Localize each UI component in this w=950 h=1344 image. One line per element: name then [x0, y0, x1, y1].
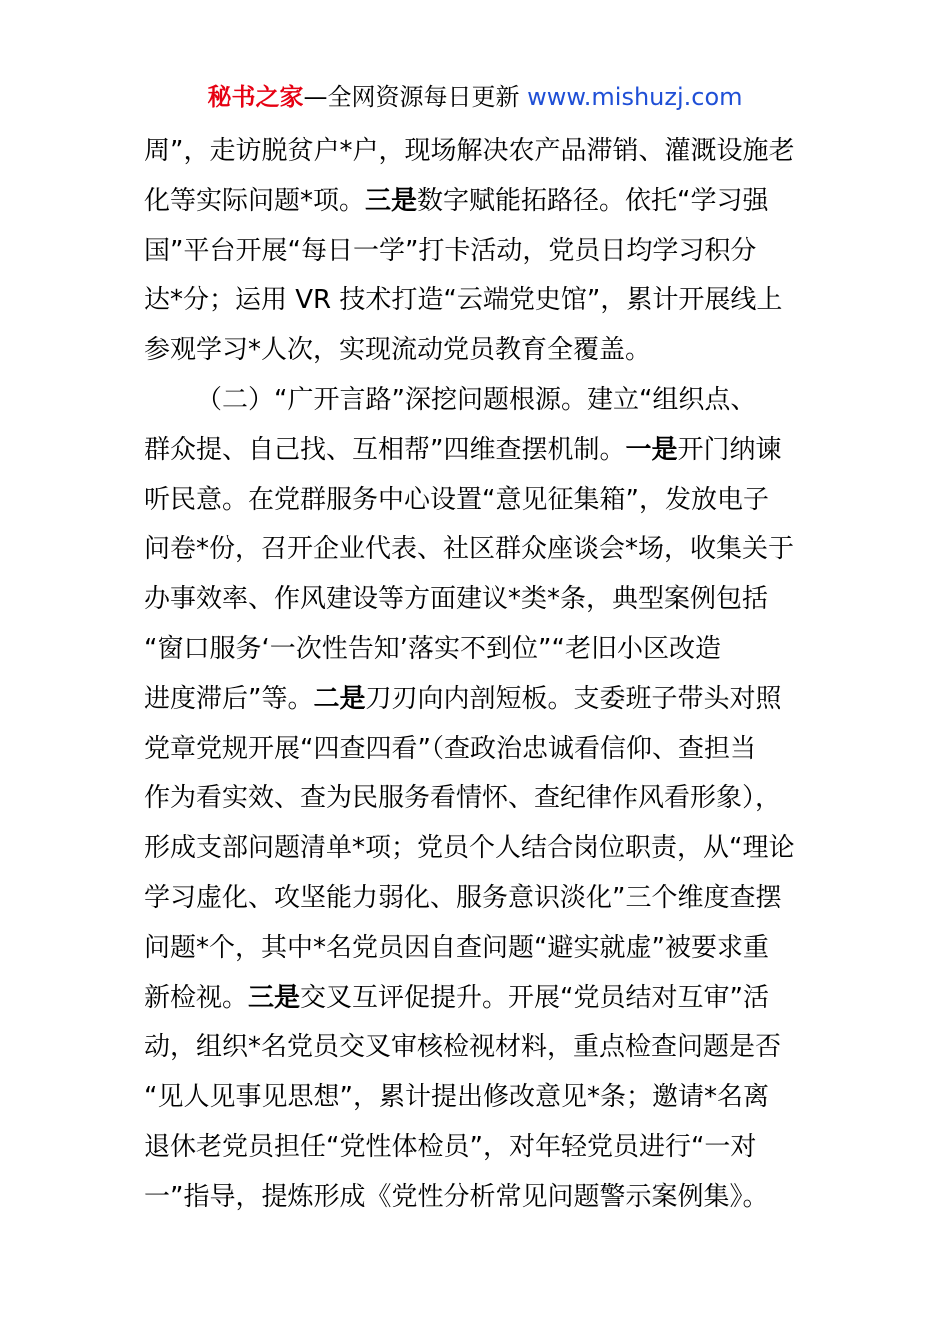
text-segment: （二）“广开言路”深挖问题根源。建立“组织点、 [196, 384, 757, 415]
text-segment: “见人见事见思想”，累计提出修改意见*条；邀请*名离 [144, 1082, 769, 1113]
text-line [144, 1073, 808, 1123]
text-line [144, 924, 808, 974]
text-segment: 刀刃向内剖短板。支委班子带头对照 [365, 683, 782, 714]
text-line [144, 774, 808, 824]
text-line [144, 525, 808, 575]
text-segment: 开门纳谏 [677, 434, 782, 465]
text-segment: 数字赋能拓路径。依托“学习强 [417, 185, 769, 216]
text-segment: 一”指导，提炼形成《党性分析常见问题警示案例集》。 [144, 1181, 769, 1212]
text-line [144, 326, 808, 376]
text-line [144, 575, 808, 625]
text-segment: 问卷*份，召开企业代表、社区群众座谈会*场，收集关于 [144, 534, 795, 565]
text-segment: 办事效率、作风建设等方面建议*类*条，典型案例包括 [144, 584, 769, 615]
text-line [144, 376, 808, 426]
text-line [144, 227, 808, 277]
text-segment: 问题*个，其中*名党员因自查问题“避实就虚”被要求重 [144, 932, 769, 963]
text-segment: 作为看实效、查为民服务看情怀、查纪律作风看形象）， [144, 783, 782, 814]
text-line [144, 1173, 808, 1223]
text-line [144, 874, 808, 924]
text-line [144, 1123, 808, 1173]
text-line [144, 974, 808, 1024]
text-line [144, 725, 808, 775]
text-line [144, 426, 808, 476]
text-line [144, 625, 808, 675]
text-line [144, 276, 808, 326]
text-segment: 参观学习*人次，实现流动党员教育全覆盖。 [144, 335, 652, 366]
text-segment: 进度滞后”等。 [144, 683, 314, 714]
header-tagline: —全网资源每日更新 [303, 83, 528, 111]
text-segment: 群众提、自己找、互相帮”四维查摆机制。 [144, 434, 626, 465]
text-segment: 党章党规开展“四查四看”（查政治忠诚看信仰、查担当 [144, 733, 756, 764]
text-segment: 退休老党员担任“党性体检员”，对年轻党员进行“一对 [144, 1131, 757, 1162]
text-segment: 形成支部问题清单*项；党员个人结合岗位职责，从“理论 [144, 833, 795, 864]
text-line [144, 127, 808, 177]
emphasis-label: 二是 [313, 683, 366, 714]
emphasis-label: 三是 [248, 982, 301, 1013]
emphasis-label: 三是 [365, 185, 418, 216]
text-line [144, 824, 808, 874]
text-line [144, 1023, 808, 1073]
brand-name: 秘书之家 [207, 83, 304, 111]
text-segment: 新检视。 [144, 982, 249, 1013]
text-segment: 动，组织*名党员交叉审核检视材料，重点检查问题是否 [144, 1032, 782, 1063]
site-url-link[interactable]: www.mishuzj.com [527, 83, 743, 111]
text-line [144, 675, 808, 725]
text-line [144, 476, 808, 526]
text-segment: 听民意。在党群服务中心设置“意见征集箱”，发放电子 [144, 484, 769, 515]
text-line [144, 177, 808, 227]
emphasis-label: 一是 [625, 434, 678, 465]
document-body [144, 127, 808, 1223]
site-header [0, 80, 950, 114]
text-segment: 达*分；运用 VR 技术打造“云端党史馆”，累计开展线上 [144, 285, 783, 316]
text-segment: 化等实际问题*项。 [144, 185, 366, 216]
text-segment: 学习虚化、攻坚能力弱化、服务意识淡化”三个维度查摆 [144, 882, 782, 913]
text-segment: 周”，走访脱贫户*户，现场解决农产品滞销、灌溉设施老 [144, 136, 795, 166]
text-segment: “窗口服务‘一次性告知’落实不到位”“老旧小区改造 [144, 633, 721, 664]
text-segment: 交叉互评促提升。开展“党员结对互审”活 [300, 982, 769, 1013]
text-segment: 国”平台开展“每日一学”打卡活动，党员日均学习积分 [144, 235, 757, 266]
